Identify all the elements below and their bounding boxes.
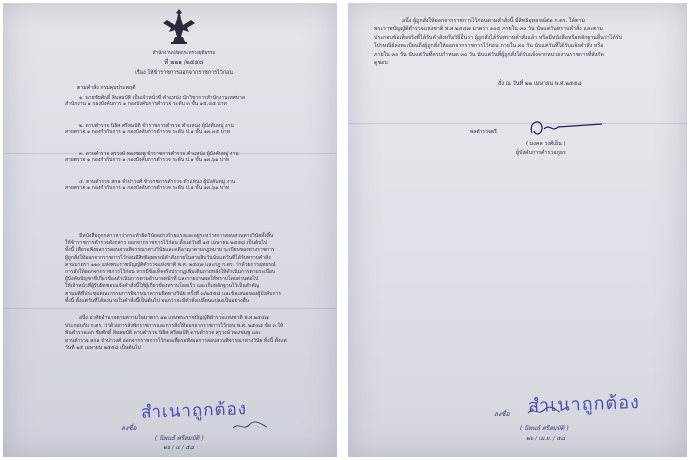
handwritten-scribble-icon xyxy=(526,405,562,417)
body-line: ตามมาตรา ๑๑๐ แห่งพระราชบัญญัติตำรวจแห่งชาติ พ.ศ. ๒๕๔๗ และกฎ ก.ตร. ว่าด้วยการอุทธรณ์ xyxy=(65,261,276,268)
signature-date: ๒๖ / ๔ / ๕๘ xyxy=(163,445,194,451)
signer-rank: พลตำรวจตรี xyxy=(470,129,497,135)
commander-name: ( มงคล วงศ์เย็น ) xyxy=(526,141,566,147)
body-line: ทั้งนี้ เพื่อรอฟังผลการสอบสวนพิจารณาทางวินัยและคดีอาญาตามกฎหมาย ระเบียบของทางราชการ xyxy=(65,247,275,254)
paragraph-line: ประกอบข้อเท็จจริงที่ได้รับคำสั่งหรือวิธีอื่นว่า ผู้ถูกสั่งได้รับทราบคำสั่งแล้ว หรือมีหนังสือหรือหลักฐานอื่นว่าได้รับ xyxy=(374,34,622,41)
commander-signature-icon xyxy=(524,115,606,141)
closing-line: พันตำรวจเอก ชัยศักดิ์ ลิ่มสมบัติ ดาบตำรวจ นิธิศ ศรีสมบัติ ดาบตำรวจ สุรวงษ์ ทองชมพู และ xyxy=(65,330,261,337)
handwritten-scribble-icon xyxy=(231,419,271,433)
personnel-item: ๒. ดาบตำรวจ นิธิศ ศรีสมบัติ ข้าราชการตำรวจ ตำแหน่ง ผู้บังคับหมู่ งาน xyxy=(79,123,234,129)
order-closing xyxy=(65,315,287,353)
certifier-name: ( นิพนธ์ ศรีสมบัติ ) xyxy=(520,425,569,432)
order-body xyxy=(65,233,281,305)
body-line: ตามมติที่ประชุมคณะกรรมการพิจารณาความผิดทางวินัย ครั้งที่ ๓/๒๕๕๘ และข้อเสนอของผู้บังคับการ xyxy=(65,290,281,297)
personnel-item-detail: สายตรวจ ๑ กองกำกับการ ๑ กองบังคับการตำรวจ ระดับ ป.๑ ขั้น ๑๓,๖๑ บาท xyxy=(65,157,230,163)
closing-line: ประกอบกับ ก.ตร. ว่าด้วยการสั่งพักราชการและการสั่งให้ออกจากราชการไว้ก่อน พ.ศ. ๒๕๔๘ ข้อ ๓ ให้ xyxy=(65,322,284,329)
paragraph-line: ดูชอบ xyxy=(374,60,388,67)
signer-name: ( นิพนธ์ ศรีสมบัติ ) xyxy=(155,435,204,442)
personnel-item-detail: สายตรวจ ๑ กองกำกับการ ๑ กองบังคับการตำรวจ ระดับ ป.๑ ขั้น ๑๓,๓๕ บาท xyxy=(65,129,230,135)
closing-line: วันที่ ๑๕ เมษายน ๒๕๕๘ เป็นต้นไป xyxy=(65,345,141,352)
document-page-left xyxy=(3,3,337,457)
personnel-list xyxy=(65,95,245,191)
closing-line: ดาบตำรวจ สกล จำปาวงศ์ ออกจากราชการไว้ก่อนเพื่อรอฟังผลการสอบสวนพิจารณาทางวินัย ทั้งนี้ ตั้งแต่ xyxy=(65,337,287,344)
commander-title: ผู้บังคับการตำรวจภูธร xyxy=(516,150,566,156)
personnel-item-detail: สำนักงาน ๑ กองบังคับการ ๑ กองบังคับการตำรวจ ระดับ ๓ ขั้น ๑๕,๔๕ บาท xyxy=(65,101,227,107)
paragraph-line: ภายใน ๓๐ วัน นับแต่วันที่ครบกำหนด ๓๐ วัน นับแต่วันที่ผู้ถูกสั่งได้รับแจ้งจากหน่วยงานราชการที่สังกัด xyxy=(374,51,604,58)
paragraph-line: อนึ่ง ผู้ถูกสั่งให้ออกจากราชการไว้ก่อนตามคำสั่งนี้ มีสิทธิอุทธรณ์ต่อ ก.ตร. ได้ตาม xyxy=(402,18,585,24)
body-line: การสั่งให้ออกจากราชการไว้ก่อน หากมีข้อเท็จจริงปรากฏเพิ่มเติมภายหลังให้ดำเนินการตามระเบียบ xyxy=(65,269,276,276)
order-number: ที่ ๒๒๑ /๒๕๕๘ xyxy=(164,59,204,66)
paragraph-line: ไปรษณีย์ลงทะเบียนถึงผู้ถูกสั่งให้ออกจากราชการไว้ก่อน ภายใน ๓๐ วัน นับแต่วันที่ได้รับแจ้งคำสั่ง หรือ xyxy=(374,43,604,50)
agency-name: สำนักงานปลัดกระทรวงยุติธรรม xyxy=(152,51,216,56)
closing-line: อนึ่ง อาศัยอำนาจตามความในมาตรา ๑๒ แห่งพระราชบัญญัติตำรวจแห่งชาติ พ.ศ.๒๕๔๗ xyxy=(79,315,269,321)
paragraph-line: พระราชบัญญัติตำรวจแห่งชาติ พ.ศ.๒๕๔๗ มาตรา ๑๐๕ ภายใน ๓๐ วัน นับแต่วันทราบคำสั่ง และตาม xyxy=(374,26,603,33)
personnel-item: ๓. ดาบตำรวจ สุรวงษ์ ทองชมพู ข้าราชการตำรวจ ตำแหน่ง ผู้บังคับหมู่ งาน xyxy=(79,151,239,157)
order-addressee: ตามคำสั่ง กรมคุมประพฤติ xyxy=(77,85,136,91)
signature-prefix: ลงชื่อ xyxy=(121,424,137,432)
certification-date: ๒๖ / เม.ย. / ๕๘ xyxy=(526,436,566,442)
body-line: ให้ข้าราชการตำรวจดังกล่าว ออกจากราชการไว้ก่อน ตั้งแต่วันที่ ๑๕ เมษายน ๒๕๕๘ เป็นต้นไป xyxy=(65,240,268,247)
appeal-paragraph xyxy=(374,17,622,67)
order-date: สั่ง ณ วันที่ ๒๒ เมษายน พ.ศ.๒๕๕๘ xyxy=(498,81,582,87)
order-subject: เรื่อง ให้ข้าราชการออกจากราชการไว้ก่อน xyxy=(135,70,233,76)
body-line: ผู้บังคับบัญชาที่เกี่ยวข้องดำเนินการตามอำนาจหน้าที่ และรายงานผลให้ทราบโดยด่วนต่อไป xyxy=(65,276,259,283)
personnel-item-detail: สายตรวจ ๑ กองกำกับการ ๑ กองบังคับการตำรวจ ระดับ ป.๑ ขั้น ๑๓,๖๑ บาท xyxy=(65,185,230,191)
certified-copy-stamp: สำเนาถูกต้อง xyxy=(527,392,641,417)
body-line: ทั้งนี้ ตั้งแต่วันที่ได้ลงนามในคำสั่งนี้เป็นต้นไป จนกว่าจะมีคำสั่งเปลี่ยนแปลงเป็นอย่างอื่น xyxy=(65,297,250,304)
personnel-item: ๔. ดาบตำรวจ สกล จำปาวงศ์ ข้าราชการตำรวจ ตำแหน่ง ผู้บังคับหมู่ งาน xyxy=(79,179,236,185)
certified-copy-stamp: สำเนาถูกต้อง xyxy=(140,399,248,423)
document-page-right xyxy=(348,3,687,457)
body-line: มีหนังสือถูกกล่าวหาว่ากระทำผิดวินัยอย่างร้ายแรงและอยู่ระหว่างการสอบสวนทางวินัยทั้งสิ้น xyxy=(79,233,274,239)
garuda-emblem-icon xyxy=(161,7,197,45)
body-line: ผู้ถูกสั่งให้ออกจากราชการไว้ก่อนมีสิทธิอุทธรณ์คำสั่งภายในสามสิบวันนับแต่วันที่ได้รับทราบคำสั่ง xyxy=(65,254,271,261)
signature-prefix: ลงชื่อ xyxy=(494,410,510,418)
personnel-item: ๑. นายชัยศักดิ์ ลิ่มสมบัติ เป็นเจ้าหน้าที่ ตำแหน่ง นักวิชาการสำนักงานเทศบาล xyxy=(79,95,245,101)
body-line: ให้เจ้าหน้าที่ผู้รับผิดชอบแจ้งคำสั่งนี้ให้ผู้เกี่ยวข้องทราบโดยเร็ว และเก็บหลักฐานไว้เป็นสำคัญ xyxy=(65,283,260,290)
